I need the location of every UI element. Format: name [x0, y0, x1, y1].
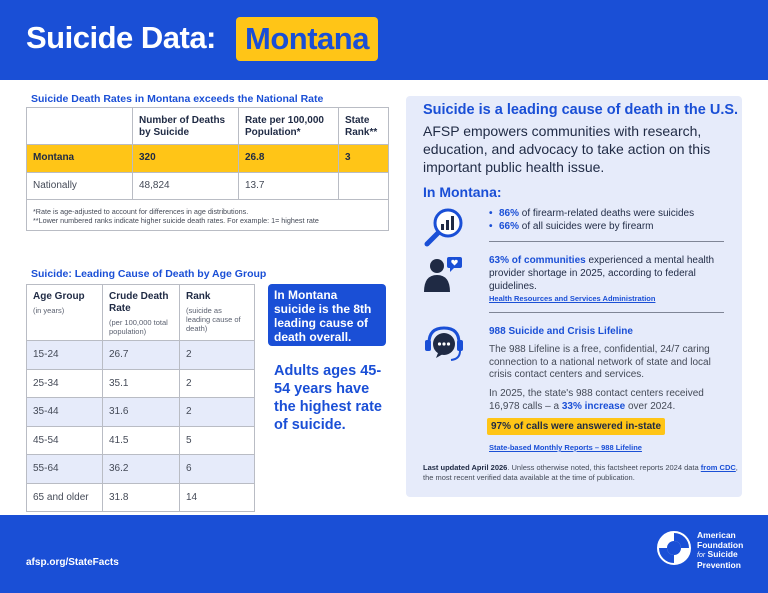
lifeline-calls: In 2025, the state's 988 contact centers received 16,978 calls – a 33% increase over 2024.	[489, 388, 704, 412]
state-name-badge: Montana	[236, 17, 378, 61]
magnifier-chart-icon	[423, 206, 465, 248]
divider	[489, 312, 724, 313]
table-row: 25-34 35.1 2	[27, 369, 255, 398]
footer-banner	[0, 515, 768, 593]
lifeline-title: 988 Suicide and Crisis Lifeline	[489, 326, 633, 337]
table-row: 55-64 36.2 6	[27, 455, 255, 484]
cdc-link[interactable]: from CDC	[700, 463, 736, 472]
header-banner	[0, 0, 768, 80]
age-table	[26, 284, 255, 512]
in-state-heading: In Montana:	[423, 184, 502, 200]
leading-cause-callout: In Montana suicide is the 8th leading cause of death overall.	[268, 284, 386, 346]
row-deaths: 48,824	[133, 173, 239, 200]
row-label: Nationally	[27, 173, 133, 200]
answered-in-state-badge: 97% of calls were answered in-state	[487, 418, 665, 435]
table-row: 15-24 26.7 2	[27, 341, 255, 370]
list-item: • 66% of all suicides were by firearm	[489, 220, 729, 233]
table-row: 65 and older 31.8 14	[27, 483, 255, 512]
hrsa-link[interactable]: Health Resources and Services Administration	[489, 294, 656, 303]
rates-table-title: Suicide Death Rates in Montana exceeds the National Rate	[31, 93, 324, 105]
table-row: 45-54 41.5 5	[27, 426, 255, 455]
headset-chat-icon	[423, 323, 465, 365]
last-updated-note: Last updated April 2026. Unless otherwise noted, this factsheet reports 2024 data from CDC, the most recent verified data available at the time of publication.	[423, 463, 738, 482]
org-name: American Foundation for Suicide Prevention	[697, 530, 744, 570]
lifebuoy-logo-icon	[656, 530, 692, 566]
rates-footnote	[27, 200, 389, 231]
highest-rate-note: Adults ages 45-54 years have the highest rate of suicide.	[274, 363, 382, 433]
panel-intro: AFSP empowers communities with research, education, and advocacy to take action on this important public health issue.	[423, 123, 711, 175]
row-deaths: 320	[133, 145, 239, 173]
table-row: 35-44 31.6 2	[27, 398, 255, 427]
panel-title: Suicide is a leading cause of death in the U.S.	[423, 102, 739, 118]
row-rank: 3	[339, 145, 389, 173]
rates-table	[26, 107, 389, 231]
monthly-reports-link[interactable]: State-based Monthly Reports – 988 Lifeline	[489, 443, 642, 452]
rates-col-deaths: Number of Deaths by Suicide	[133, 108, 239, 145]
firearm-stats	[489, 207, 729, 233]
age-col-group: Age Group (in years)	[27, 285, 103, 341]
state-facts-link[interactable]: afsp.org/StateFacts	[26, 557, 119, 568]
row-rate: 13.7	[239, 173, 339, 200]
rates-col-empty	[27, 108, 133, 145]
row-rank	[339, 173, 389, 200]
page-title: Suicide Data:	[26, 20, 216, 55]
rates-col-rank: State Rank**	[339, 108, 389, 145]
footnote-2: **Lower numbered ranks indicate higher suicide death rates. For example: 1= highest rate	[33, 216, 319, 225]
age-col-rate: Crude Death Rate (per 100,000 total population)	[103, 285, 180, 341]
rates-col-rate: Rate per 100,000 Population*	[239, 108, 339, 145]
age-col-rank: Rank (suicide as leading cause of death)	[180, 285, 255, 341]
lifeline-description: The 988 Lifeline is a free, confidential, 24/7 caring connection to a national network of state and local crisis contact centers and services.	[489, 344, 711, 380]
person-chat-icon	[423, 256, 465, 294]
row-rate: 26.8	[239, 145, 339, 173]
table-row	[27, 173, 389, 200]
provider-shortage-text: 63% of communities experienced a mental health provider shortage in 2025, according to federal guidelines.	[489, 255, 715, 292]
age-table-title: Suicide: Leading Cause of Death by Age Group	[31, 268, 267, 280]
row-label: Montana	[27, 145, 133, 173]
footnote-1: *Rate is age-adjusted to account for differences in age distributions.	[33, 207, 249, 216]
list-item: • 86% of firearm-related deaths were suicides	[489, 207, 729, 220]
table-row	[27, 145, 389, 173]
divider	[489, 241, 724, 242]
